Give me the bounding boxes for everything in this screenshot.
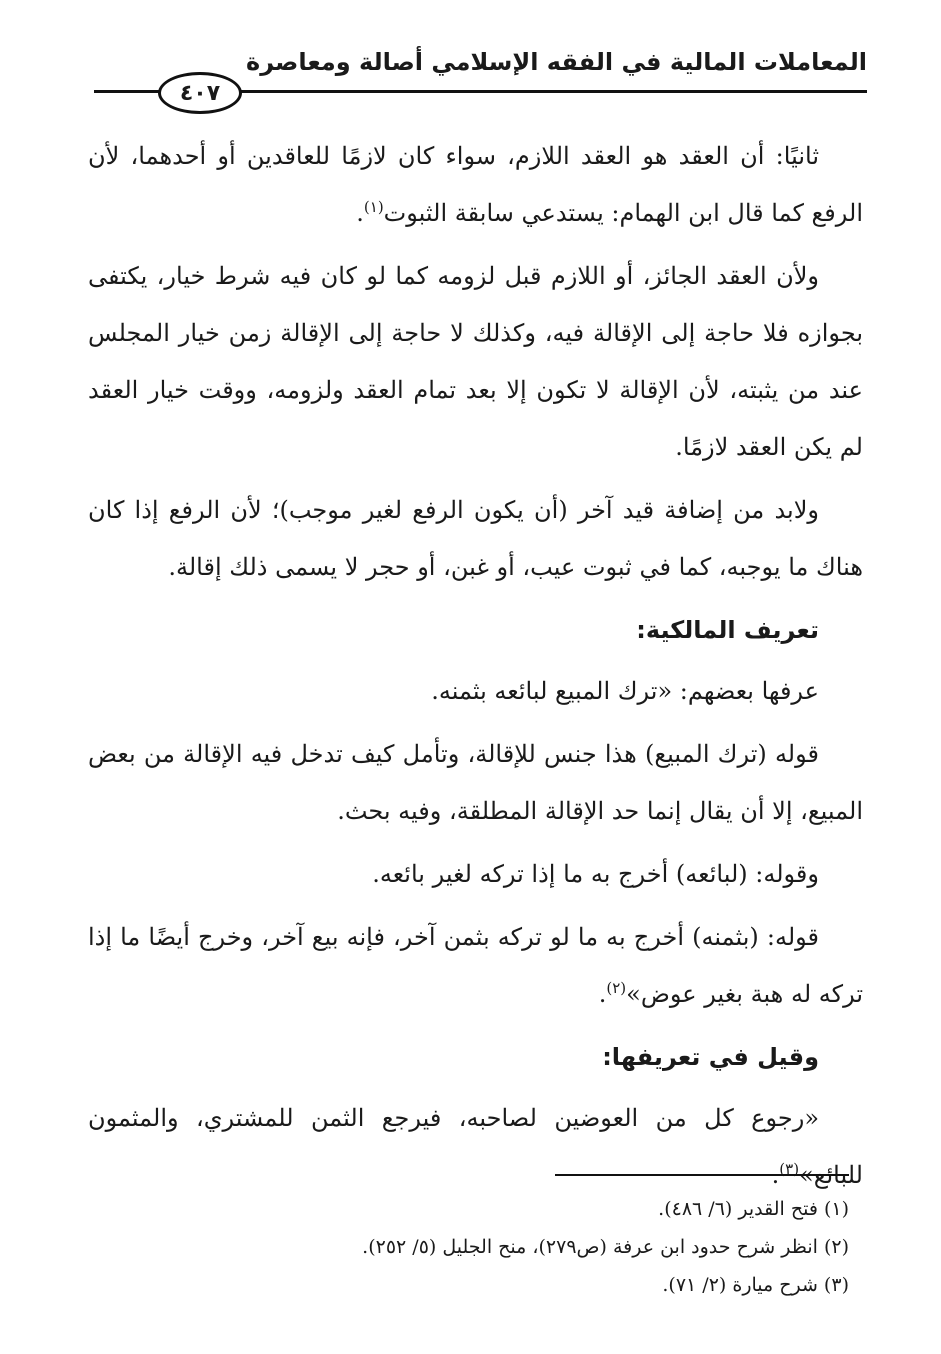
paragraph: ثانيًا: أن العقد هو العقد اللازم، سواء كان لازمًا للعاقدين أو أحدهما، لأن الرفع كما قال ابن الهمام: يستدعي سابقة الثبوت$^{(١)}$.	[88, 142, 863, 227]
footnote-ref: (٣)	[779, 1160, 800, 1178]
paragraph: وقوله: (لبائعه) أخرج به ما إذا تركه لغير بائعه.	[372, 860, 819, 888]
footnote: (٣) شرح ميارة (٢/ ٧١).	[662, 1274, 849, 1296]
main-text	[88, 128, 863, 1210]
section-heading: وقيل في تعريفها:	[602, 1043, 819, 1071]
paragraph: ولابد من إضافة قيد آخر (أن يكون الرفع لغير موجب)؛ لأن الرفع إذا كان هناك ما يوجبه، كما في ثبوت عيب، أو غبن، أو حجر لا يسمى ذلك إقالة.	[88, 496, 863, 581]
paragraph: عرفها بعضهم: «ترك المبيع لبائعه بثمنه.	[431, 677, 819, 705]
running-title: المعاملات المالية في الفقه الإسلامي أصالة ومعاصرة	[246, 48, 867, 76]
paragraph: ولأن العقد الجائز، أو اللازم قبل لزومه كما لو كان فيه شرط خيار، يكتفى بجوازه فلا حاجة إلى الإقالة فيه، وكذلك لا حاجة إلى الإقالة زمن خيار المجلس عند من يثبته، لأن الإقالة لا تكون إلا بعد تمام العقد ولزومه، ووقت خيار العقد لم يكن العقد لازمًا.	[88, 262, 864, 461]
paragraph: «رجوع كل من العوضين لصاحبه، فيرجع الثمن للمشتري، والمثمون للبائع»$^{(٣)}$.	[88, 1104, 863, 1189]
section-heading: تعريف المالكية:	[636, 616, 819, 644]
footnotes	[150, 1190, 849, 1304]
footnote: (٢) انظر شرح حدود ابن عرفة (ص٢٧٩)، منح الجليل (٥/ ٢٥٢).	[362, 1236, 849, 1258]
footnote: (١) فتح القدير (٦/ ٤٨٦).	[658, 1198, 849, 1220]
footnote-separator	[555, 1174, 849, 1176]
footnote-ref: (١)	[363, 198, 384, 216]
footnote-ref: (٢)	[606, 979, 627, 997]
paragraph: قوله: (بثمنه) أخرج به ما لو تركه بثمن آخر، فإنه بيع آخر، وخرج أيضًا ما إذا تركه له هبة بغير عوض»$^{(٢)}$.	[88, 923, 863, 1008]
paragraph: قوله (ترك المبيع) هذا جنس للإقالة، وتأمل كيف تدخل فيه الإقالة من بعض المبيع، إلا أن يقال إنما حد الإقالة المطلقة، وفيه بحث.	[88, 740, 863, 825]
page-number: ٤٠٧	[158, 72, 242, 114]
